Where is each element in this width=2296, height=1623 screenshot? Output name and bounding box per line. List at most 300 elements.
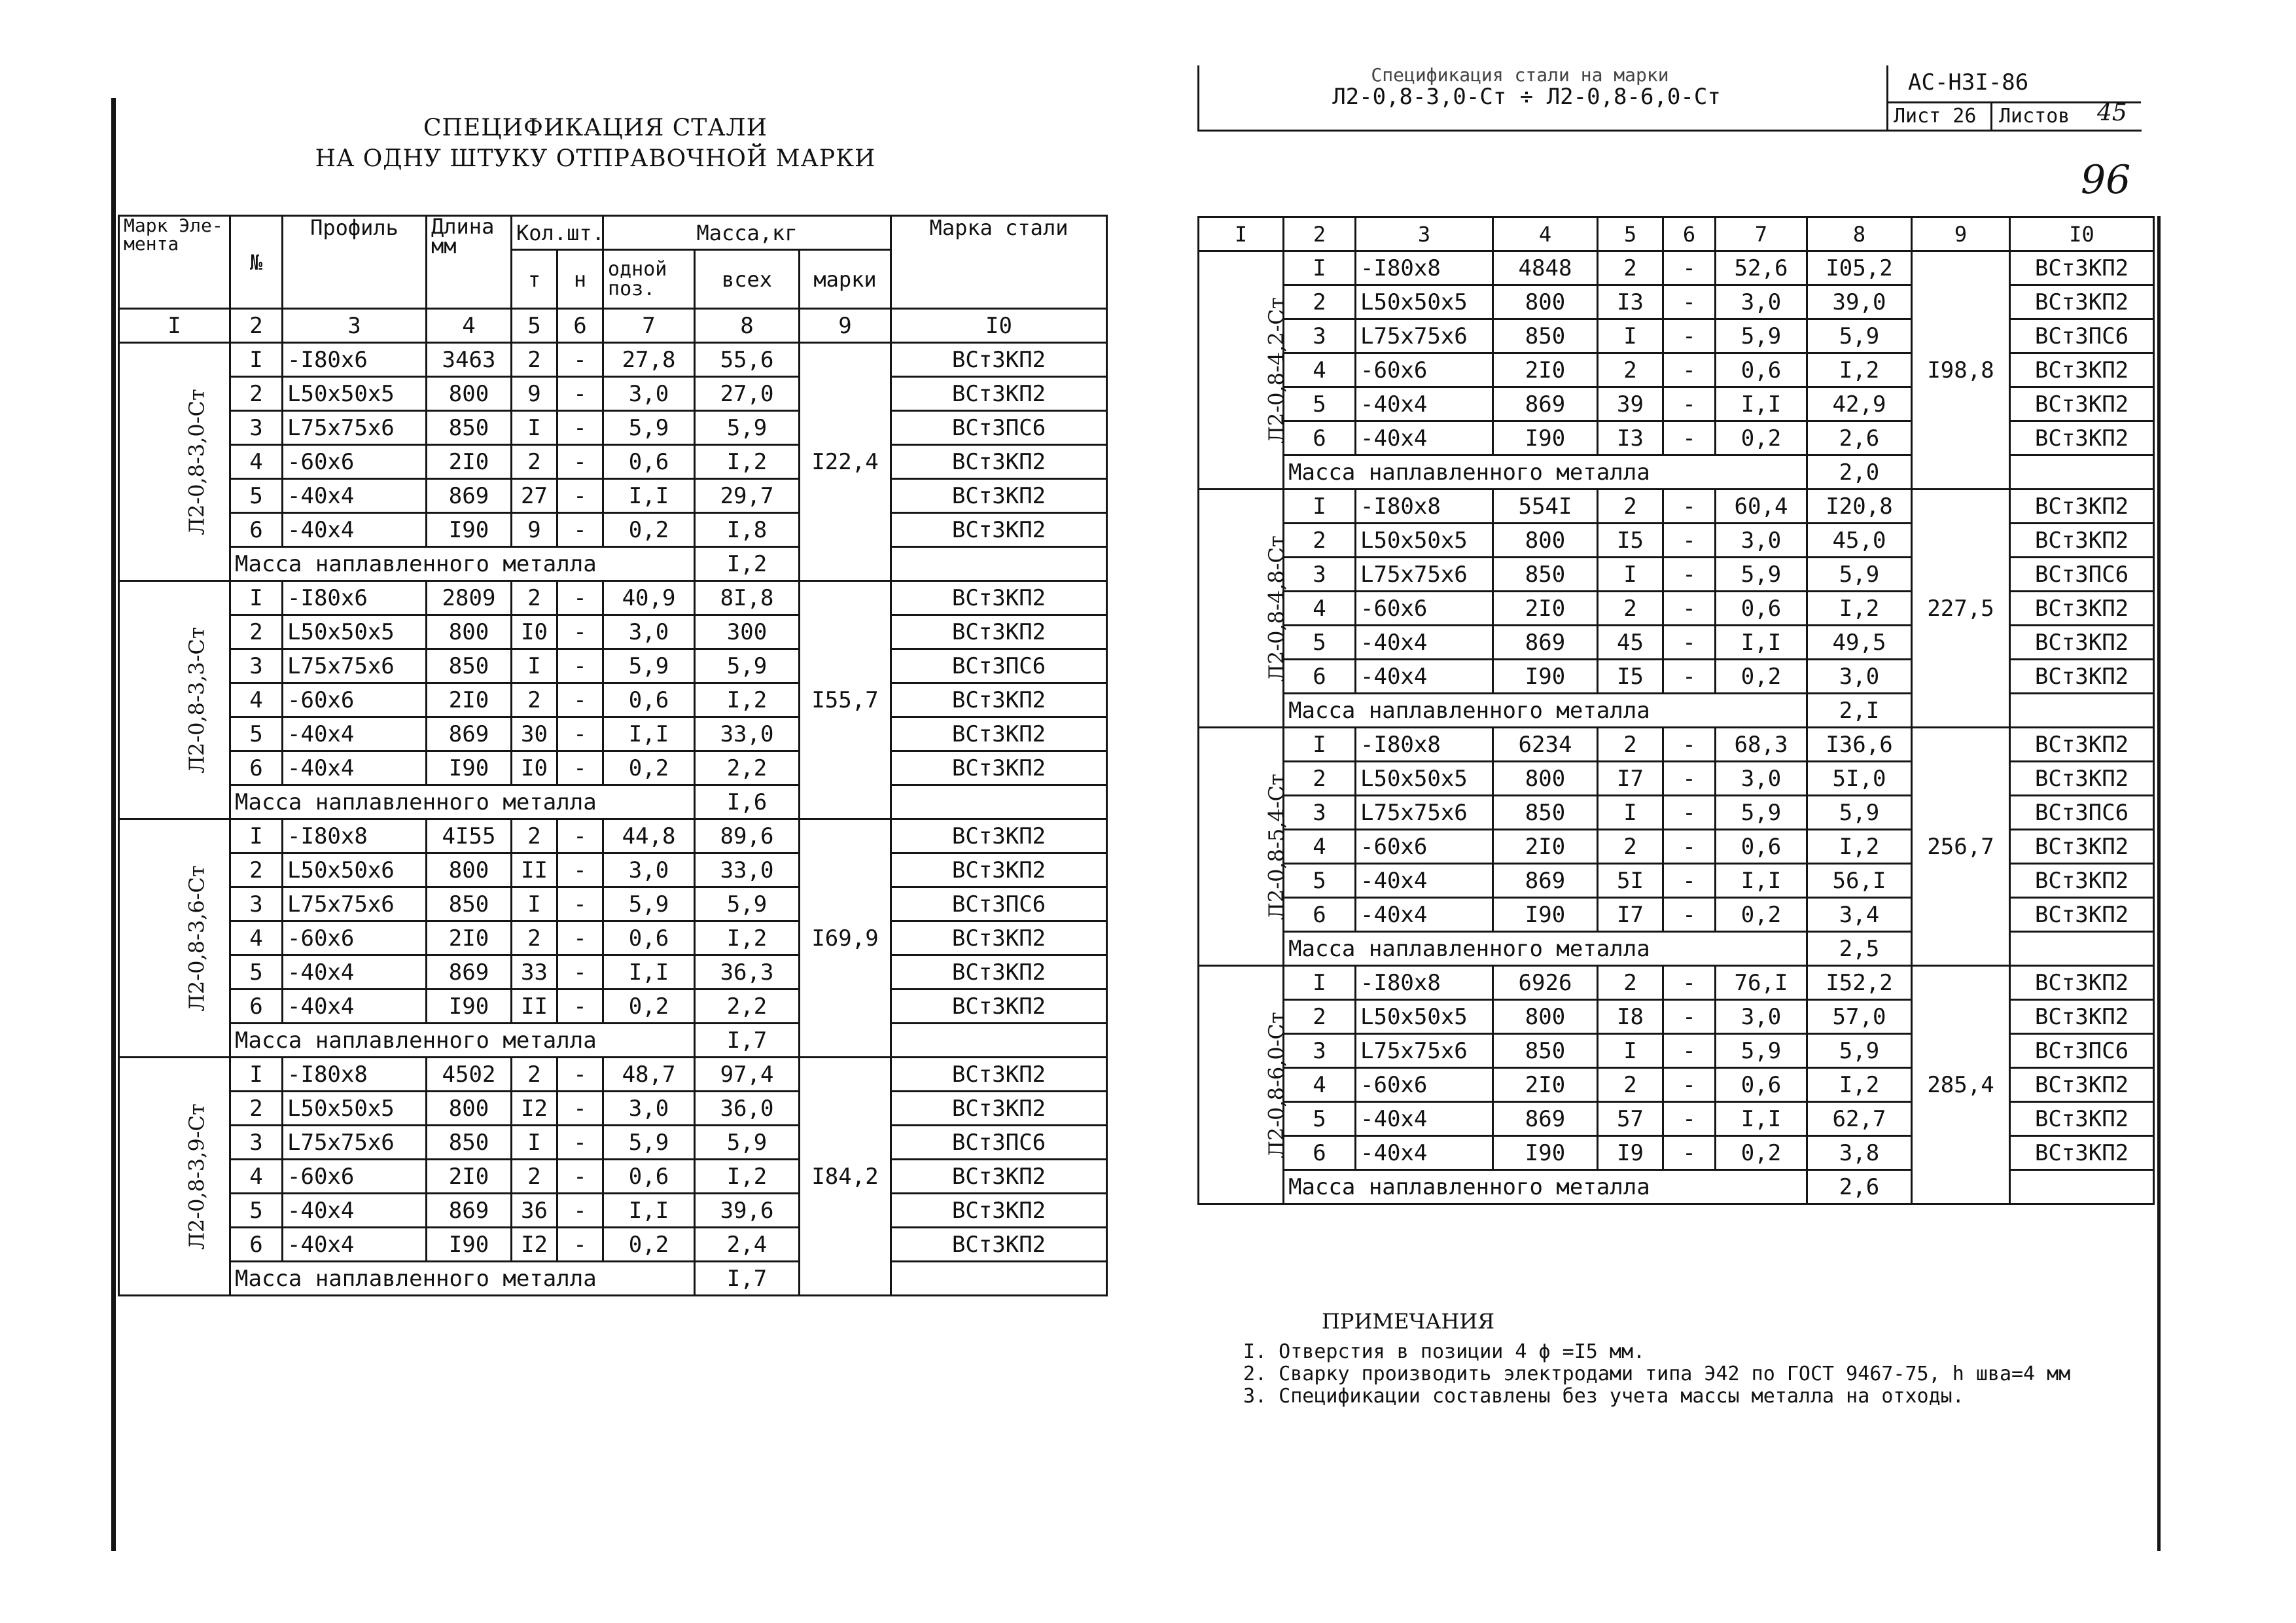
weld-mass-value: 2,I bbox=[1807, 694, 1912, 728]
qty-t-cell: 2 bbox=[512, 343, 557, 377]
column-number: I bbox=[1199, 217, 1284, 251]
qty-t-cell: I bbox=[1598, 796, 1663, 830]
steel-grade-cell: ВСт3КП2 bbox=[2010, 1068, 2154, 1102]
mass-one-cell: 3,0 bbox=[603, 615, 695, 649]
profile-cell: -40x4 bbox=[1356, 660, 1493, 694]
position-cell: 6 bbox=[1284, 421, 1356, 455]
header-qty-n: н bbox=[557, 250, 603, 309]
mass-all-cell: 8I,8 bbox=[695, 581, 800, 615]
length-cell: I90 bbox=[1493, 421, 1598, 455]
position-cell: 5 bbox=[1284, 1102, 1356, 1136]
header-steel-grade: Марка стали bbox=[891, 216, 1107, 309]
mass-one-cell: 52,6 bbox=[1716, 251, 1807, 285]
mass-all-cell: 36,0 bbox=[695, 1092, 800, 1126]
profile-cell: -I80x6 bbox=[283, 343, 427, 377]
profile-cell: -I80x8 bbox=[1356, 966, 1493, 1000]
left-title-line2: НА ОДНУ ШТУКУ ОТПРАВОЧНОЙ МАРКИ bbox=[315, 145, 876, 172]
steel-grade-cell: ВСт3КП2 bbox=[2010, 524, 2154, 558]
steel-grade-cell: ВСт3КП2 bbox=[2010, 762, 2154, 796]
qty-t-cell: 39 bbox=[1598, 387, 1663, 421]
qty-t-cell: I9 bbox=[1598, 1136, 1663, 1170]
page-number: 96 bbox=[2081, 157, 2131, 203]
mass-all-cell: 300 bbox=[695, 615, 800, 649]
profile-cell: -40x4 bbox=[1356, 1136, 1493, 1170]
position-cell: 6 bbox=[1284, 660, 1356, 694]
profile-cell: -I80x8 bbox=[283, 819, 427, 853]
weld-empty-cell bbox=[2010, 1170, 2154, 1204]
position-cell: 3 bbox=[1284, 319, 1356, 353]
length-cell: 850 bbox=[427, 649, 512, 683]
position-cell: I bbox=[230, 581, 283, 615]
doc-code: АС-Н3I-86 bbox=[1908, 69, 2029, 96]
table-row bbox=[1199, 1102, 2154, 1136]
length-cell: I90 bbox=[1493, 660, 1598, 694]
mass-all-cell: 5I,0 bbox=[1807, 762, 1912, 796]
mass-one-cell: 3,0 bbox=[603, 377, 695, 411]
qty-n-cell: - bbox=[557, 1092, 603, 1126]
profile-cell: -40x4 bbox=[283, 955, 427, 990]
profile-cell: -40x4 bbox=[283, 751, 427, 785]
mass-all-cell: 3,8 bbox=[1807, 1136, 1912, 1170]
position-cell: 2 bbox=[230, 615, 283, 649]
weld-mass-row bbox=[119, 1024, 1107, 1058]
qty-t-cell: 2 bbox=[1598, 592, 1663, 626]
mass-one-cell: 0,6 bbox=[1716, 1068, 1807, 1102]
position-cell: 4 bbox=[1284, 1068, 1356, 1102]
weld-mass-label: Масса наплавленного металла bbox=[1284, 1170, 1807, 1204]
mass-all-cell: 89,6 bbox=[695, 819, 800, 853]
qty-t-cell: 33 bbox=[512, 955, 557, 990]
weld-mass-value: 2,0 bbox=[1807, 455, 1912, 490]
length-cell: 800 bbox=[427, 853, 512, 887]
mass-one-cell: 5,9 bbox=[1716, 796, 1807, 830]
mass-one-cell: 0,6 bbox=[1716, 353, 1807, 387]
table-row bbox=[119, 1092, 1107, 1126]
column-number: 9 bbox=[800, 309, 891, 343]
weld-empty-cell bbox=[2010, 455, 2154, 490]
mass-one-cell: 0,2 bbox=[603, 513, 695, 547]
qty-t-cell: I2 bbox=[512, 1228, 557, 1262]
qty-n-cell: - bbox=[557, 751, 603, 785]
table-row bbox=[119, 581, 1107, 615]
length-cell: 869 bbox=[427, 955, 512, 990]
table-row bbox=[1199, 285, 2154, 319]
mass-all-cell: 62,7 bbox=[1807, 1102, 1912, 1136]
qty-t-cell: II bbox=[512, 990, 557, 1024]
position-cell: 4 bbox=[230, 1160, 283, 1194]
qty-t-cell: I bbox=[512, 1126, 557, 1160]
position-cell: 3 bbox=[230, 1126, 283, 1160]
qty-t-cell: 2 bbox=[512, 445, 557, 479]
length-cell: 2I0 bbox=[1493, 592, 1598, 626]
length-cell: 4I55 bbox=[427, 819, 512, 853]
position-cell: 3 bbox=[230, 887, 283, 921]
table-row bbox=[119, 649, 1107, 683]
weld-mass-label: Масса наплавленного металла bbox=[230, 785, 695, 819]
mass-all-cell: 33,0 bbox=[695, 853, 800, 887]
steel-grade-cell: ВСт3КП2 bbox=[891, 1092, 1107, 1126]
steel-grade-cell: ВСт3КП2 bbox=[2010, 490, 2154, 524]
profile-cell: -40x4 bbox=[283, 717, 427, 751]
qty-n-cell: - bbox=[1663, 490, 1716, 524]
length-cell: 2I0 bbox=[427, 1160, 512, 1194]
column-number: 4 bbox=[1493, 217, 1598, 251]
qty-n-cell: - bbox=[557, 683, 603, 717]
profile-cell: -40x4 bbox=[1356, 1102, 1493, 1136]
weld-empty-cell bbox=[891, 1024, 1107, 1058]
steel-grade-cell: ВСт3КП2 bbox=[891, 343, 1107, 377]
length-cell: 800 bbox=[427, 377, 512, 411]
qty-n-cell: - bbox=[557, 377, 603, 411]
weld-mass-value: I,7 bbox=[695, 1024, 800, 1058]
column-number: 9 bbox=[1912, 217, 2010, 251]
mass-one-cell: 3,0 bbox=[1716, 762, 1807, 796]
position-cell: 2 bbox=[230, 1092, 283, 1126]
length-cell: 2I0 bbox=[1493, 830, 1598, 864]
position-cell: 3 bbox=[1284, 558, 1356, 592]
steel-grade-cell: ВСт3ПС6 bbox=[891, 887, 1107, 921]
mass-all-cell: 39,0 bbox=[1807, 285, 1912, 319]
column-number-row bbox=[119, 309, 1107, 343]
mass-one-cell: 0,6 bbox=[1716, 830, 1807, 864]
mass-one-cell: 76,I bbox=[1716, 966, 1807, 1000]
qty-t-cell: 2 bbox=[1598, 966, 1663, 1000]
profile-cell: L75x75x6 bbox=[1356, 796, 1493, 830]
mass-all-cell: 2,2 bbox=[695, 751, 800, 785]
position-cell: 4 bbox=[230, 921, 283, 955]
position-cell: 2 bbox=[1284, 285, 1356, 319]
column-number: 8 bbox=[1807, 217, 1912, 251]
length-cell: 869 bbox=[427, 717, 512, 751]
mass-all-cell: I,2 bbox=[695, 921, 800, 955]
qty-n-cell: - bbox=[1663, 1136, 1716, 1170]
position-cell: I bbox=[1284, 490, 1356, 524]
column-number: 2 bbox=[1284, 217, 1356, 251]
mass-one-cell: 68,3 bbox=[1716, 728, 1807, 762]
position-cell: 2 bbox=[1284, 762, 1356, 796]
position-cell: I bbox=[1284, 728, 1356, 762]
left-spec-table bbox=[118, 215, 1108, 1296]
qty-t-cell: 2 bbox=[1598, 728, 1663, 762]
mass-all-cell: 2,6 bbox=[1807, 421, 1912, 455]
column-number: 8 bbox=[695, 309, 800, 343]
steel-grade-cell: ВСт3КП2 bbox=[2010, 830, 2154, 864]
element-mark: Л2-0,8-3,6-Ст bbox=[184, 865, 209, 1012]
table-row bbox=[119, 1160, 1107, 1194]
profile-cell: -40x4 bbox=[283, 479, 427, 513]
doc-code-cell bbox=[1886, 65, 2141, 103]
table-row bbox=[1199, 319, 2154, 353]
length-cell: 6926 bbox=[1493, 966, 1598, 1000]
column-number: 6 bbox=[1663, 217, 1716, 251]
mass-one-cell: 40,9 bbox=[603, 581, 695, 615]
length-cell: 2809 bbox=[427, 581, 512, 615]
mass-all-cell: 5,9 bbox=[695, 887, 800, 921]
table-row bbox=[119, 411, 1107, 445]
position-cell: I bbox=[230, 343, 283, 377]
header-length: Длина мм bbox=[427, 216, 512, 309]
weld-empty-cell bbox=[891, 785, 1107, 819]
mark-total-mass-cell: I55,7 bbox=[800, 581, 891, 819]
mass-one-cell: I,I bbox=[603, 1194, 695, 1228]
mass-one-cell: I,I bbox=[603, 717, 695, 751]
table-row bbox=[1199, 626, 2154, 660]
weld-mass-label: Масса наплавленного металла bbox=[1284, 694, 1807, 728]
table-row bbox=[1199, 796, 2154, 830]
mass-one-cell: 5,9 bbox=[603, 887, 695, 921]
mass-all-cell: 3,0 bbox=[1807, 660, 1912, 694]
table-row bbox=[119, 717, 1107, 751]
steel-grade-cell: ВСт3ПС6 bbox=[2010, 1034, 2154, 1068]
position-cell: 3 bbox=[1284, 1034, 1356, 1068]
length-cell: 869 bbox=[1493, 1102, 1598, 1136]
position-cell: 3 bbox=[1284, 796, 1356, 830]
mass-all-cell: 5,9 bbox=[695, 411, 800, 445]
table-row bbox=[119, 921, 1107, 955]
qty-t-cell: 2 bbox=[1598, 251, 1663, 285]
mass-one-cell: 0,2 bbox=[1716, 660, 1807, 694]
steel-grade-cell: ВСт3КП2 bbox=[2010, 387, 2154, 421]
qty-t-cell: 45 bbox=[1598, 626, 1663, 660]
length-cell: 869 bbox=[427, 479, 512, 513]
table-row bbox=[1199, 830, 2154, 864]
qty-n-cell: - bbox=[1663, 898, 1716, 932]
mass-all-cell: 5,9 bbox=[1807, 319, 1912, 353]
profile-cell: -40x4 bbox=[1356, 864, 1493, 898]
column-number: 3 bbox=[283, 309, 427, 343]
mass-all-cell: 45,0 bbox=[1807, 524, 1912, 558]
mass-all-cell: 56,I bbox=[1807, 864, 1912, 898]
weld-mass-label: Масса наплавленного металла bbox=[1284, 455, 1807, 490]
element-mark: Л2-0,8-3,3-Ст bbox=[184, 626, 209, 774]
qty-n-cell: - bbox=[557, 513, 603, 547]
table-row bbox=[1199, 558, 2154, 592]
position-cell: 5 bbox=[230, 717, 283, 751]
table-row bbox=[119, 343, 1107, 377]
position-cell: 5 bbox=[230, 479, 283, 513]
steel-grade-cell: ВСт3КП2 bbox=[891, 1160, 1107, 1194]
weld-mass-value: 2,5 bbox=[1807, 932, 1912, 966]
profile-cell: L75x75x6 bbox=[283, 887, 427, 921]
qty-n-cell: - bbox=[557, 1058, 603, 1092]
profile-cell: -I80x8 bbox=[1356, 728, 1493, 762]
steel-grade-cell: ВСт3ПС6 bbox=[2010, 558, 2154, 592]
position-cell: 6 bbox=[1284, 1136, 1356, 1170]
table-row bbox=[1199, 1000, 2154, 1034]
length-cell: 2I0 bbox=[427, 683, 512, 717]
table-row bbox=[1199, 660, 2154, 694]
weld-empty-cell bbox=[2010, 932, 2154, 966]
position-cell: 2 bbox=[1284, 1000, 1356, 1034]
table-row bbox=[1199, 1136, 2154, 1170]
steel-grade-cell: ВСт3КП2 bbox=[891, 990, 1107, 1024]
length-cell: 869 bbox=[1493, 387, 1598, 421]
mass-one-cell: I,I bbox=[1716, 387, 1807, 421]
mark-total-mass-cell: 285,4 bbox=[1912, 966, 2010, 1204]
profile-cell: L50x50x5 bbox=[1356, 762, 1493, 796]
profile-cell: -60x6 bbox=[1356, 830, 1493, 864]
table-row bbox=[119, 1126, 1107, 1160]
header-mass-one: одной поз. bbox=[603, 250, 695, 309]
length-cell: I90 bbox=[427, 513, 512, 547]
steel-grade-cell: ВСт3КП2 bbox=[891, 479, 1107, 513]
position-cell: I bbox=[230, 1058, 283, 1092]
qty-t-cell: 36 bbox=[512, 1194, 557, 1228]
profile-cell: L75x75x6 bbox=[283, 649, 427, 683]
qty-t-cell: I5 bbox=[1598, 660, 1663, 694]
steel-grade-cell: ВСт3КП2 bbox=[2010, 1000, 2154, 1034]
element-mark-cell bbox=[119, 1058, 230, 1296]
profile-cell: L50x50x5 bbox=[1356, 1000, 1493, 1034]
mass-one-cell: 5,9 bbox=[603, 649, 695, 683]
qty-t-cell: 27 bbox=[512, 479, 557, 513]
table-row bbox=[119, 819, 1107, 853]
mass-one-cell: I,I bbox=[1716, 626, 1807, 660]
weld-mass-row bbox=[119, 1262, 1107, 1296]
mass-all-cell: 55,6 bbox=[695, 343, 800, 377]
length-cell: 4502 bbox=[427, 1058, 512, 1092]
element-mark-cell bbox=[1199, 966, 1289, 1204]
length-cell: 800 bbox=[1493, 762, 1598, 796]
mass-one-cell: 5,9 bbox=[603, 411, 695, 445]
element-mark-cell bbox=[119, 819, 230, 1058]
qty-n-cell: - bbox=[557, 479, 603, 513]
mass-one-cell: 60,4 bbox=[1716, 490, 1807, 524]
qty-n-cell: - bbox=[1663, 1000, 1716, 1034]
header-mark-element: Марк Эле- мента bbox=[119, 216, 230, 309]
length-cell: 850 bbox=[427, 1126, 512, 1160]
table-row bbox=[119, 853, 1107, 887]
element-mark: Л2-0,8-3,9-Ст bbox=[184, 1103, 209, 1250]
profile-cell: -60x6 bbox=[1356, 353, 1493, 387]
mass-all-cell: 29,7 bbox=[695, 479, 800, 513]
column-number: I bbox=[119, 309, 230, 343]
mark-total-mass-cell: 227,5 bbox=[1912, 490, 2010, 728]
qty-n-cell: - bbox=[557, 343, 603, 377]
mass-all-cell: 5,9 bbox=[695, 1126, 800, 1160]
qty-t-cell: II bbox=[512, 853, 557, 887]
position-cell: 3 bbox=[230, 649, 283, 683]
length-cell: 554I bbox=[1493, 490, 1598, 524]
profile-cell: -60x6 bbox=[1356, 592, 1493, 626]
length-cell: 800 bbox=[1493, 1000, 1598, 1034]
mass-one-cell: 0,2 bbox=[1716, 421, 1807, 455]
title-block-range: Л2-0,8-3,0-Ст ÷ Л2-0,8-6,0-Ст bbox=[1332, 84, 1721, 110]
mass-all-cell: 57,0 bbox=[1807, 1000, 1912, 1034]
column-number-row bbox=[1199, 217, 2154, 251]
steel-grade-cell: ВСт3КП2 bbox=[2010, 728, 2154, 762]
steel-grade-cell: ВСт3КП2 bbox=[2010, 1136, 2154, 1170]
qty-t-cell: I5 bbox=[1598, 524, 1663, 558]
mass-one-cell: 48,7 bbox=[603, 1058, 695, 1092]
mass-one-cell: 0,6 bbox=[603, 921, 695, 955]
table-row bbox=[1199, 762, 2154, 796]
position-cell: 5 bbox=[230, 1194, 283, 1228]
mass-one-cell: 0,6 bbox=[603, 445, 695, 479]
profile-cell: -40x4 bbox=[1356, 898, 1493, 932]
length-cell: 800 bbox=[1493, 524, 1598, 558]
weld-mass-row bbox=[1199, 1170, 2154, 1204]
qty-n-cell: - bbox=[1663, 1102, 1716, 1136]
profile-cell: -40x4 bbox=[283, 513, 427, 547]
length-cell: 850 bbox=[1493, 796, 1598, 830]
qty-t-cell: 57 bbox=[1598, 1102, 1663, 1136]
column-number: 6 bbox=[557, 309, 603, 343]
qty-t-cell: 2 bbox=[512, 683, 557, 717]
position-cell: I bbox=[1284, 251, 1356, 285]
steel-grade-cell: ВСт3КП2 bbox=[891, 581, 1107, 615]
profile-cell: -I80x8 bbox=[1356, 490, 1493, 524]
length-cell: 2I0 bbox=[1493, 1068, 1598, 1102]
steel-grade-cell: ВСт3КП2 bbox=[2010, 251, 2154, 285]
mass-all-cell: I,2 bbox=[695, 1160, 800, 1194]
length-cell: 850 bbox=[427, 887, 512, 921]
column-number: 7 bbox=[603, 309, 695, 343]
steel-grade-cell: ВСт3КП2 bbox=[891, 1058, 1107, 1092]
qty-n-cell: - bbox=[1663, 626, 1716, 660]
table-row bbox=[1199, 387, 2154, 421]
table-row bbox=[119, 445, 1107, 479]
mass-all-cell: I36,6 bbox=[1807, 728, 1912, 762]
mass-one-cell: 5,9 bbox=[603, 1126, 695, 1160]
mass-all-cell: I52,2 bbox=[1807, 966, 1912, 1000]
profile-cell: L75x75x6 bbox=[1356, 319, 1493, 353]
qty-n-cell: - bbox=[557, 615, 603, 649]
mass-one-cell: I,I bbox=[1716, 864, 1807, 898]
qty-t-cell: 2 bbox=[512, 1160, 557, 1194]
steel-grade-cell: ВСт3КП2 bbox=[2010, 898, 2154, 932]
steel-grade-cell: ВСт3КП2 bbox=[891, 1228, 1107, 1262]
mass-one-cell: 5,9 bbox=[1716, 558, 1807, 592]
column-number: I0 bbox=[891, 309, 1107, 343]
qty-t-cell: 2 bbox=[512, 921, 557, 955]
position-cell: 5 bbox=[1284, 387, 1356, 421]
mark-total-mass-cell: I22,4 bbox=[800, 343, 891, 581]
steel-grade-cell: ВСт3КП2 bbox=[891, 921, 1107, 955]
table-row bbox=[1199, 864, 2154, 898]
position-cell: 5 bbox=[1284, 626, 1356, 660]
profile-cell: L50x50x5 bbox=[1356, 524, 1493, 558]
mass-one-cell: 3,0 bbox=[603, 1092, 695, 1126]
qty-t-cell: 5I bbox=[1598, 864, 1663, 898]
element-mark-cell bbox=[119, 581, 230, 819]
steel-grade-cell: ВСт3КП2 bbox=[891, 1194, 1107, 1228]
steel-grade-cell: ВСт3КП2 bbox=[891, 377, 1107, 411]
qty-n-cell: - bbox=[557, 717, 603, 751]
position-cell: 4 bbox=[1284, 353, 1356, 387]
header-mass-all: всех bbox=[695, 250, 800, 309]
sheets-cell bbox=[1990, 101, 2141, 132]
steel-grade-cell: ВСт3КП2 bbox=[2010, 966, 2154, 1000]
table-row bbox=[1199, 966, 2154, 1000]
column-number: 2 bbox=[230, 309, 283, 343]
profile-cell: -60x6 bbox=[283, 445, 427, 479]
qty-t-cell: I bbox=[512, 887, 557, 921]
position-cell: 6 bbox=[230, 751, 283, 785]
column-number: 5 bbox=[1598, 217, 1663, 251]
weld-mass-label: Масса наплавленного металла bbox=[230, 547, 695, 581]
profile-cell: L50x50x6 bbox=[283, 853, 427, 887]
qty-n-cell: - bbox=[1663, 660, 1716, 694]
steel-grade-cell: ВСт3КП2 bbox=[2010, 592, 2154, 626]
length-cell: 3463 bbox=[427, 343, 512, 377]
mass-all-cell: 5,9 bbox=[695, 649, 800, 683]
qty-n-cell: - bbox=[557, 921, 603, 955]
weld-mass-row bbox=[119, 785, 1107, 819]
qty-n-cell: - bbox=[1663, 796, 1716, 830]
qty-n-cell: - bbox=[1663, 387, 1716, 421]
mass-all-cell: 97,4 bbox=[695, 1058, 800, 1092]
